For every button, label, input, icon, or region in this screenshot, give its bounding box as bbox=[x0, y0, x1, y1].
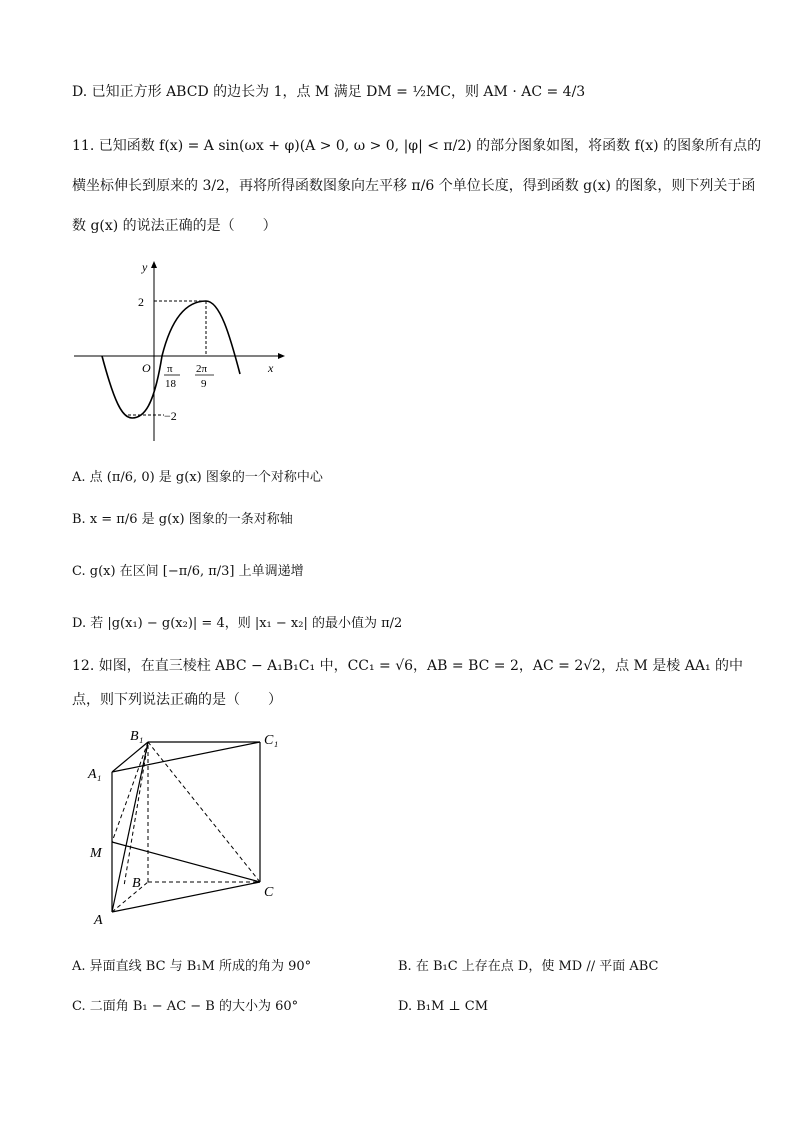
x-tick2-denominator: 9 bbox=[201, 378, 207, 390]
label-C1: C₁ bbox=[264, 733, 279, 748]
label-C: C bbox=[264, 885, 274, 900]
label-A1: A₁ bbox=[88, 767, 102, 782]
q11-option-b: B. x = π/6 是 g(x) 图象的一条对称轴 bbox=[72, 512, 293, 527]
label-M: M bbox=[90, 846, 102, 861]
q11-sine-graph bbox=[70, 256, 310, 446]
q12-option-d: D. B₁M ⊥ CM bbox=[398, 999, 489, 1014]
q11-option-a: A. 点 (π/6, 0) 是 g(x) 图象的一个对称中心 bbox=[72, 470, 323, 485]
label-A: A bbox=[94, 913, 103, 926]
label-B1: B₁ bbox=[130, 729, 144, 744]
q12-stem-line1: 12. 如图，在直三棱柱 ABC − A₁B₁C₁ 中，CC₁ = √6，AB = BC = 2，AC = 2√2，点 M 是棱 AA₁ 的中 bbox=[72, 658, 744, 674]
q12-option-b: B. 在 B₁C 上存在点 D，使 MD // 平面 ABC bbox=[398, 959, 659, 974]
x-axis-arrow bbox=[278, 353, 285, 359]
edge-A1-C1 bbox=[112, 742, 260, 772]
sine-curve bbox=[102, 301, 240, 418]
q12-option-c: C. 二面角 B₁ − AC − B 的大小为 60° bbox=[72, 999, 299, 1014]
q11-option-d: D. 若 |g(x₁) − g(x₂)| = 4，则 |x₁ − x₂| 的最小值为 π/2 bbox=[72, 616, 403, 631]
y-axis-label: y bbox=[142, 260, 148, 274]
label-B: B bbox=[132, 876, 141, 891]
q11-stem-line1: 11. 已知函数 f(x) = A sin(ωx + φ)(A > 0, ω > 0, |φ| < π/2) 的部分图象如图，将函数 f(x) 的图象所有点的 bbox=[72, 138, 762, 154]
x-tick2-numerator: 2π bbox=[196, 363, 208, 375]
x-tick1-numerator: π bbox=[167, 363, 173, 375]
q11-option-c: C. g(x) 在区间 [−π/6, π/3] 上单调递增 bbox=[72, 564, 304, 579]
x-axis-label: x bbox=[268, 361, 274, 375]
q12-prism-figure bbox=[84, 726, 314, 926]
x-tick1-denominator: 18 bbox=[165, 378, 176, 390]
tick-label-min: −2 bbox=[164, 409, 177, 423]
q12-option-a: A. 异面直线 BC 与 B₁M 所成的角为 90° bbox=[72, 959, 312, 974]
segment-A1-C-hidden bbox=[124, 742, 148, 886]
q10-option-d: D. 已知正方形 ABCD 的边长为 1，点 M 满足 DM = ½MC，则 AM · AC = 4/3 bbox=[72, 84, 586, 100]
q11-stem-line3: 数 g(x) 的说法正确的是（ ） bbox=[72, 218, 277, 234]
q12-stem-line2: 点，则下列说法正确的是（ ） bbox=[72, 692, 282, 708]
origin-label: O bbox=[142, 361, 151, 375]
y-axis-arrow bbox=[151, 261, 157, 268]
tick-label-max: 2 bbox=[138, 295, 144, 309]
q11-stem-line2: 横坐标伸长到原来的 3/2，再将所得函数图象向左平移 π/6 个单位长度，得到函数 g(x) 的图象，则下列关于函 bbox=[72, 178, 756, 194]
segment-B1-C bbox=[148, 742, 260, 882]
